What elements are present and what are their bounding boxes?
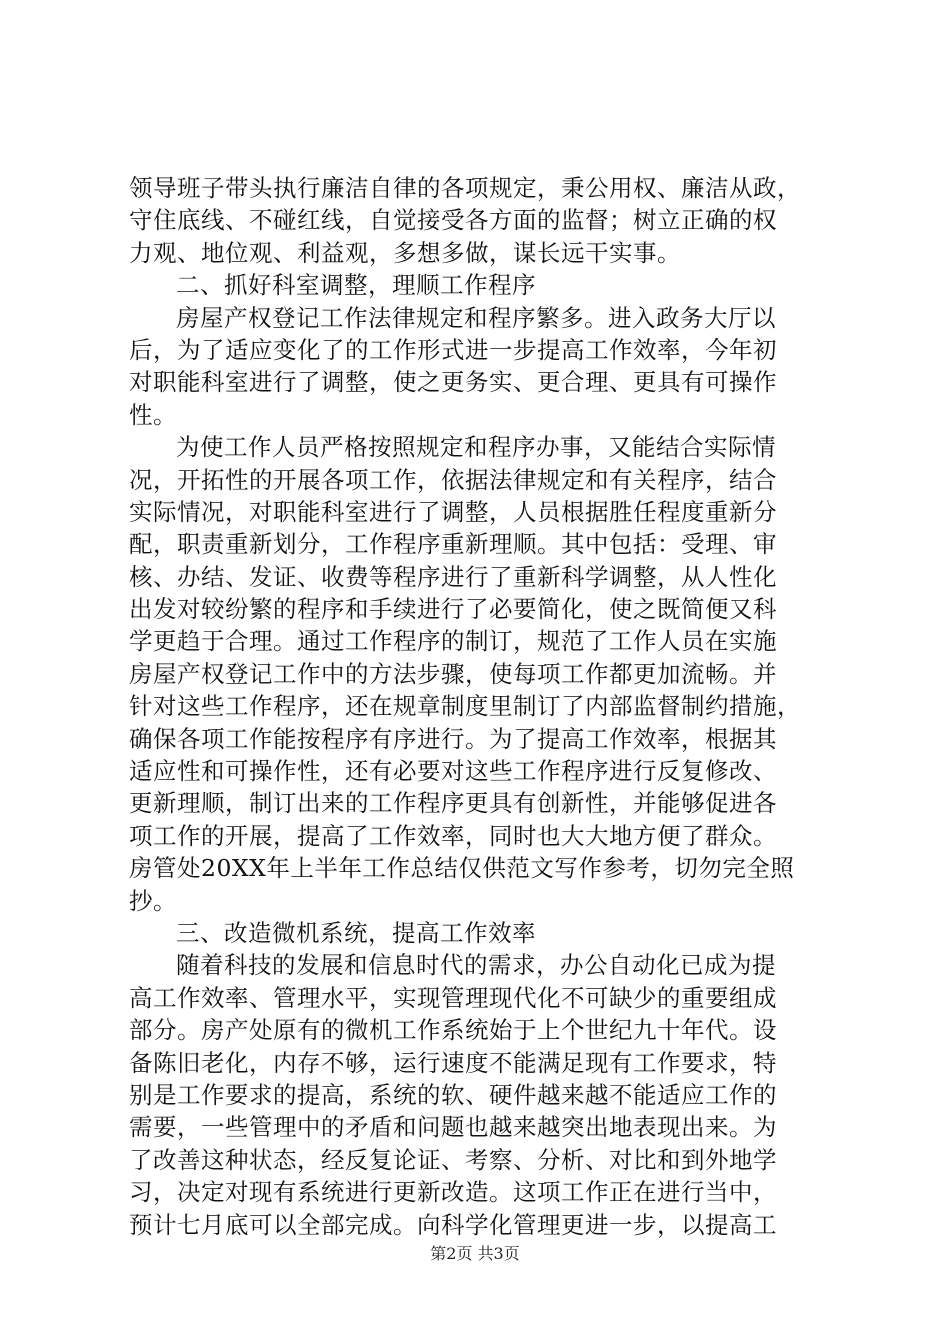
- document-body: [129, 172, 829, 1241]
- text-line: 后，为了适应变化了的工作形式进一步提高工作效率，今年初: [129, 335, 777, 364]
- text-line: 二、抓好科室调整，理顺工作程序: [176, 271, 536, 300]
- text-line: 部分。房产处原有的微机工作系统始于上个世纪九十年代。设: [129, 1016, 777, 1045]
- text-line: 确保各项工作能按程序有序进行。为了提高工作效率，根据其: [129, 724, 777, 753]
- text-line: 更新理顺，制订出来的工作程序更具有创新性，并能够促进各: [129, 789, 777, 818]
- text-line: 房屋产权登记工作法律规定和程序繁多。进入政务大厅以: [176, 303, 776, 332]
- text-line: 习，决定对现有系统进行更新改造。这项工作正在进行当中，: [129, 1178, 777, 1207]
- text-line: 房屋产权登记工作中的方法步骤，使每项工作都更加流畅。并: [129, 659, 777, 688]
- text-line: 了改善这种状态，经反复论证、考察、分析、对比和到外地学: [129, 1145, 777, 1174]
- text-line: 三、改造微机系统，提高工作效率: [176, 918, 536, 947]
- text-line: 况，开拓性的开展各项工作，依据法律规定和有关程序，结合: [129, 465, 777, 494]
- text-line: 配，职责重新划分，工作程序重新理顺。其中包括：受理、审: [129, 530, 777, 559]
- text-line: 随着科技的发展和信息时代的需求，办公自动化已成为提: [176, 951, 776, 980]
- text-line: 预计七月底可以全部完成。向科学化管理更进一步，以提高工: [129, 1210, 777, 1239]
- text-line: 核、办结、发证、收费等程序进行了重新科学调整，从人性化: [129, 562, 777, 591]
- text-line: 别是工作要求的提高，系统的软、硬件越来越不能适应工作的: [129, 1080, 777, 1109]
- text-line: 对职能科室进行了调整，使之更务实、更合理、更具有可操作: [129, 368, 777, 397]
- text-line: 学更趋于合理。通过工作程序的制订，规范了工作人员在实施: [129, 627, 777, 656]
- text-line: 需要，一些管理中的矛盾和问题也越来越突出地表现出来。为: [129, 1113, 777, 1142]
- text-line: 实际情况，对职能科室进行了调整，人员根据胜任程度重新分: [129, 497, 777, 526]
- text-line: 适应性和可操作性，还有必要对这些工作程序进行反复修改、: [129, 757, 777, 786]
- text-line: 房管处20XX年上半年工作总结仅供范文写作参考，切勿完全照: [129, 854, 795, 883]
- text-line: 备陈旧老化，内存不够，运行速度不能满足现有工作要求，特: [129, 1048, 777, 1077]
- text-line: 项工作的开展，提高了工作效率，同时也大大地方便了群众。: [129, 821, 777, 850]
- text-line: 为使工作人员严格按照规定和程序办事，又能结合实际情: [176, 433, 776, 462]
- text-line: 性。: [129, 400, 177, 429]
- text-line: 守住底线、不碰红线，自觉接受各方面的监督；树立正确的权: [129, 206, 777, 235]
- text-line: 力观、地位观、利益观，多想多做，谋长远干实事。: [129, 238, 681, 267]
- text-line: 出发对较纷繁的程序和手续进行了必要简化，使之既简便又科: [129, 595, 777, 624]
- text-line: 领导班子带头执行廉洁自律的各项规定，秉公用权、廉洁从政，: [129, 174, 801, 202]
- page-footer: 第2页 共3页: [430, 1244, 520, 1263]
- text-line: 针对这些工作程序，还在规章制度里制订了内部监督制约措施，: [129, 692, 801, 721]
- text-line: 抄。: [129, 886, 177, 915]
- text-line: 高工作效率、管理水平，实现管理现代化不可缺少的重要组成: [129, 983, 777, 1012]
